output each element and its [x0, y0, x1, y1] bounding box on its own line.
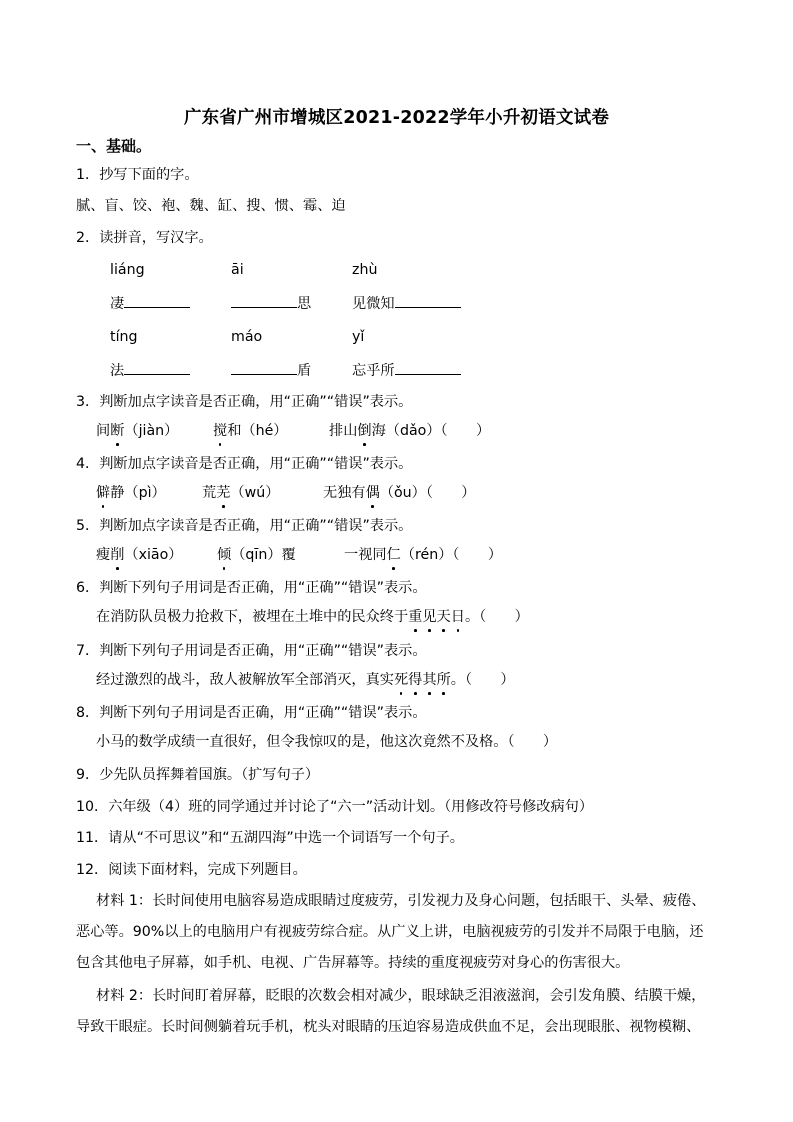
item-text: 静（pì） [110, 485, 166, 501]
word-blank-row-1b [231, 292, 311, 314]
question-10: 10．六年级（4）班的同学通过并讨论了“六一”活动计划。（用修改符号修改病句） [76, 799, 594, 815]
answer-blank[interactable] [124, 359, 190, 375]
item-text: （rén）（ ） [400, 547, 503, 563]
pinyin-label: āi [231, 262, 244, 278]
item-text: （wú） [230, 485, 280, 501]
q4-item [323, 483, 475, 503]
sentence-text: 在消防队员极力抢救下，被埋在土堆中的民众终于 [96, 609, 409, 625]
question-12: 12．阅读下面材料，完成下列题目。 [76, 862, 307, 878]
question-8-stem: 8．判断下列句子用词是否正确，用“正确”“错误”表示。 [76, 705, 427, 721]
question-2-stem: 2．读拼音，写汉字。 [76, 230, 213, 246]
question-7-sentence [96, 670, 515, 690]
item-text: （xiāo） [124, 547, 183, 563]
pinyin-label: tíng [110, 329, 138, 345]
item-text: 瘦 [96, 547, 111, 563]
q4-item [96, 483, 166, 503]
word-text: 凄 [110, 296, 125, 312]
answer-blank[interactable] [395, 359, 461, 375]
material-1-line: 包含其他电子屏幕，如手机、电视、广告屏幕等。持续的重度视疲劳对身心的伤害很大。 [76, 955, 630, 971]
question-1-stem: 1．抄写下面的字。 [76, 167, 199, 183]
sentence-text: 。（ ） [450, 672, 515, 688]
dotted-char: 断 [110, 423, 125, 439]
word-blank-row-2c [352, 359, 461, 381]
word-text: 见微知 [352, 296, 395, 312]
question-8-sentence: 小马的数学成绩一直很好，但令我惊叹的是，他这次竟然不及格。（ ） [96, 734, 558, 750]
question-1-chars: 腻、盲、饺、袍、魏、缸、搜、惯、霉、迫 [76, 198, 346, 214]
item-text: （ǒu）（ ） [379, 485, 476, 501]
item-text: 间 [96, 423, 111, 439]
dotted-char: 所 [436, 672, 451, 688]
sentence-text: 经过激烈的战斗，敌人被解放军全部消灭，真实 [96, 672, 394, 688]
q3-item [213, 421, 288, 441]
material-1-line: 恶心等。90%以上的电脑用户有视疲劳综合症。从广义上讲，电脑视疲劳的引发并不局限于电脑，还 [76, 924, 704, 940]
question-7-stem: 7．判断下列句子用词是否正确，用“正确”“错误”表示。 [76, 643, 427, 659]
dotted-char: 其 [422, 672, 437, 688]
item-text: 无独有 [323, 485, 366, 501]
word-blank-row-2a [110, 359, 190, 381]
word-blank-row-2b [231, 359, 311, 381]
dotted-char: 天 [436, 609, 451, 625]
question-6-stem: 6．判断下列句子用词是否正确，用“正确”“错误”表示。 [76, 580, 427, 596]
dotted-char: 得 [408, 672, 423, 688]
question-3-stem: 3．判断加点字读音是否正确，用“正确”“错误”表示。 [76, 394, 413, 410]
word-text: 思 [297, 296, 312, 312]
dotted-char: 死 [393, 672, 409, 688]
question-11: 11．请从“不可思议”和“五湖四海”中选一个词语写一个句子。 [76, 830, 464, 846]
pinyin-label: yǐ [352, 329, 365, 345]
material-2-line: 材料 2：长时间盯着屏幕，眨眼的次数会相对减少，眼球缺乏泪液滋润，会引发角膜、结膜干燥， [96, 988, 706, 1004]
dotted-char: 日 [450, 609, 465, 625]
section-heading: 一、基础。 [76, 137, 152, 155]
item-text: 海（dǎo）（ ） [371, 423, 491, 439]
dotted-char: 搅 [213, 423, 228, 439]
sentence-text: 。（ ） [464, 609, 529, 625]
answer-blank[interactable] [231, 359, 297, 375]
answer-blank[interactable] [231, 292, 297, 308]
answer-blank[interactable] [395, 292, 461, 308]
question-6-sentence [96, 607, 529, 627]
dotted-char: 倾 [217, 547, 232, 563]
word-blank-row-1a [110, 292, 190, 314]
word-text: 盾 [297, 363, 312, 379]
dotted-char: 重 [408, 609, 423, 625]
q4-item [202, 483, 279, 503]
item-text: 排山 [329, 423, 358, 439]
dotted-char: 倒 [357, 423, 372, 439]
q5-item [217, 545, 296, 565]
q5-item [96, 545, 183, 565]
item-text: 和（hé） [227, 423, 288, 439]
item-text: 一视同 [344, 547, 387, 563]
exam-title: 广东省广州市增城区2021-2022学年小升初语文试卷 [183, 108, 610, 128]
item-text: （jiàn） [124, 423, 179, 439]
item-text: 荒 [202, 485, 217, 501]
question-4-stem: 4．判断加点字读音是否正确，用“正确”“错误”表示。 [76, 456, 413, 472]
dotted-char: 芜 [216, 485, 231, 501]
dotted-char: 见 [422, 609, 437, 625]
material-1-line: 材料 1：长时间使用电脑容易造成眼睛过度疲劳，引发视力及身心问题，包括眼干、头晕、疲倦、 [96, 893, 706, 909]
word-text: 法 [110, 363, 125, 379]
q3-item [329, 421, 490, 441]
answer-blank[interactable] [124, 292, 190, 308]
dotted-char: 削 [110, 547, 125, 563]
q3-item [96, 421, 178, 441]
material-2-line: 导致干眼症。长时间侧躺着玩手机，枕头对眼睛的压迫容易造成供血不足，会出现眼胀、视物模糊、 [76, 1019, 701, 1035]
dotted-char: 偶 [365, 485, 380, 501]
word-text: 忘乎所 [352, 363, 395, 379]
item-text: （qīn）覆 [231, 547, 296, 563]
pinyin-label: zhù [352, 262, 378, 278]
word-blank-row-1c [352, 292, 461, 314]
pinyin-label: máo [231, 329, 263, 345]
dotted-phrase [394, 672, 451, 688]
q5-item [344, 545, 502, 565]
dotted-char: 仁 [386, 547, 401, 563]
question-9: 9．少先队员挥舞着国旗。（扩写句子） [76, 767, 320, 783]
question-5-stem: 5．判断加点字读音是否正确，用“正确”“错误”表示。 [76, 518, 413, 534]
dotted-char: 僻 [96, 485, 111, 501]
dotted-phrase [408, 609, 465, 625]
pinyin-label: liáng [110, 262, 145, 278]
